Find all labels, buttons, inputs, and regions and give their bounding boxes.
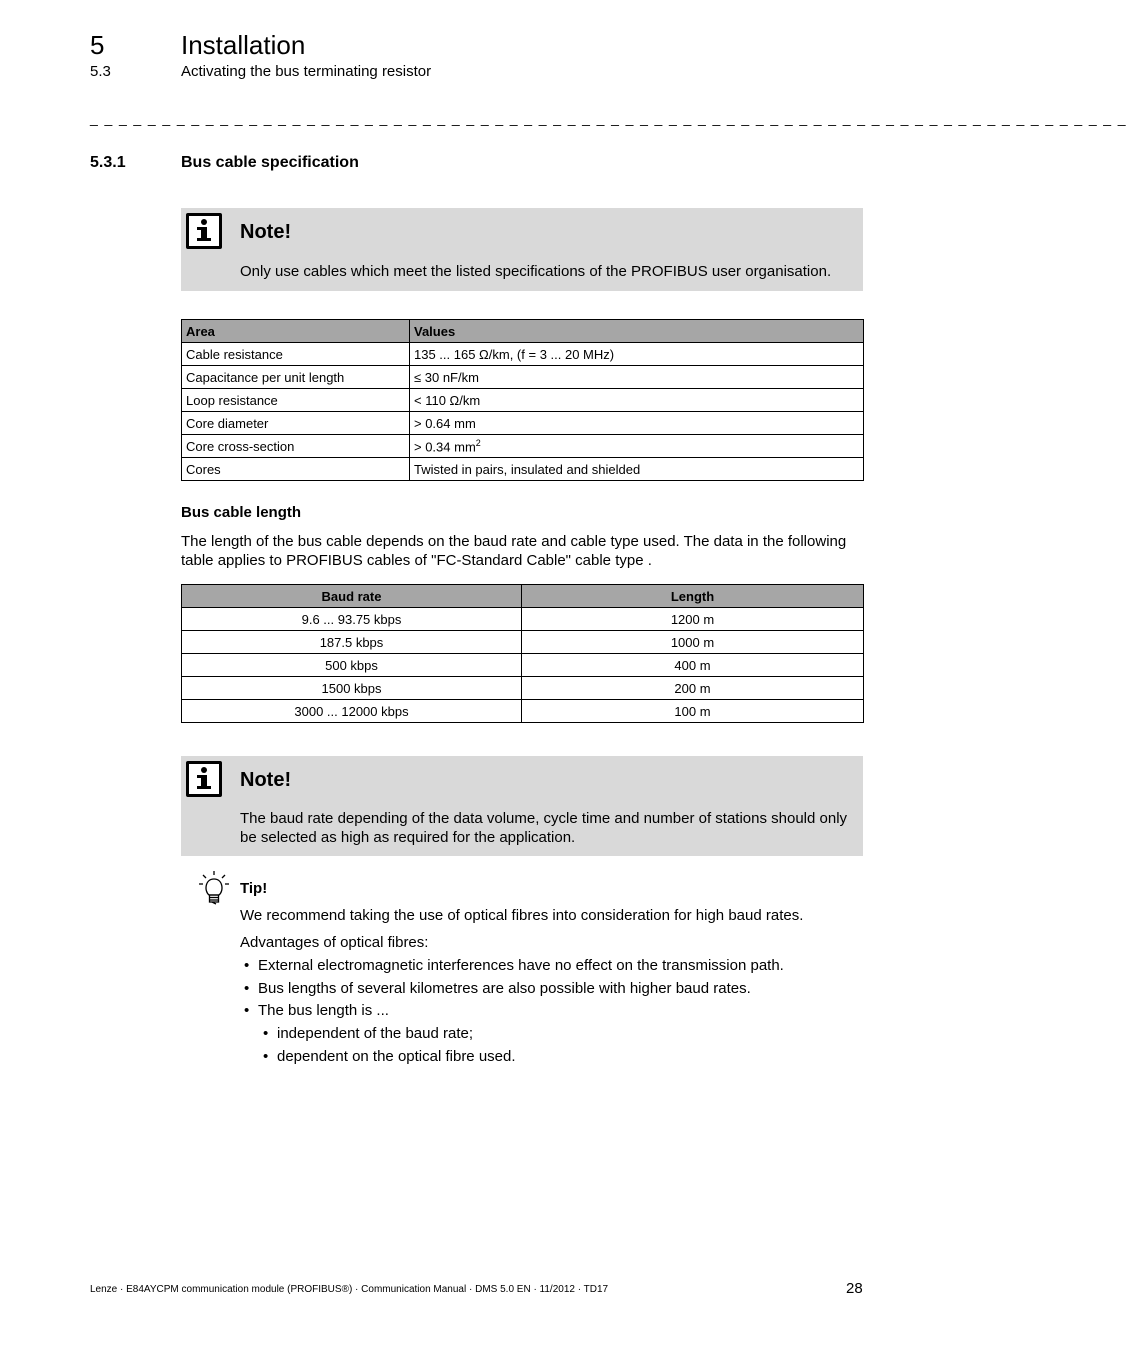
list-item: • External electromagnetic interferences have no effect on the transmission path. [244, 957, 784, 974]
bus-length-paragraph: The length of the bus cable depends on the baud rate and cable type used. The data in the following table applies to PROFIBUS cables of "FC-Standard Cable" cable type . [181, 533, 847, 569]
advantages-list [244, 956, 784, 1024]
section-number: 5.3 [90, 63, 111, 80]
table-row [182, 458, 864, 481]
table-cell: ≤ 30 nF/km [410, 366, 864, 389]
table-cell: 200 m [522, 677, 864, 700]
page-number: 28 [846, 1280, 863, 1297]
table-header-row [182, 585, 864, 608]
table-cell: Cable resistance [182, 343, 410, 366]
bus-length-heading: Bus cable length [181, 504, 302, 521]
table-cell: Core cross-section [182, 435, 410, 458]
note-box [181, 756, 863, 856]
column-header: Baud rate [182, 585, 522, 608]
bus-length-sublist [263, 1024, 516, 1069]
table-cell: 187.5 kbps [182, 631, 522, 654]
cable-spec-table [181, 319, 864, 481]
list-item: • dependent on the optical fibre used. [263, 1047, 516, 1065]
table-row [182, 343, 864, 366]
table-row [182, 366, 864, 389]
baud-length-table [181, 584, 864, 723]
column-header: Length [522, 585, 864, 608]
info-icon [186, 213, 222, 249]
table-cell: 135 ... 165 Ω/km, (f = 3 ... 20 MHz) [410, 343, 864, 366]
table-row [182, 608, 864, 631]
table-cell: Capacitance per unit length [182, 366, 410, 389]
table-row [182, 654, 864, 677]
header-separator: _ _ _ _ _ _ _ _ _ _ _ _ _ _ _ _ _ _ _ _ _ _ _ _ _ _ _ _ _ _ _ _ _ _ _ _ _ _ _ _ _ _ _ _ _ _ _ _ _ _ _ _ _ _ _ _ _ _ _ _ _ _ _ _ _ _ _ _ _ _ _ _ [90, 110, 1127, 126]
footer-text: Lenze · E84AYCPM communication module (PROFIBUS®) · Communication Manual · DMS 5.0 EN · 11/2012 · TD17 [90, 1284, 609, 1295]
cell-value: > 0.34 mm [414, 439, 476, 455]
lightbulb-icon [197, 870, 231, 906]
table-cell: 1200 m [522, 608, 864, 631]
note-title: Note! [240, 221, 292, 243]
advantages-label: Advantages of optical fibres: [240, 934, 429, 951]
table-cell: Cores [182, 458, 410, 481]
list-item-text: External electromagnetic interferences have no effect on the transmission path. [258, 957, 784, 974]
table-cell: < 110 Ω/km [410, 389, 864, 412]
table-row [182, 435, 864, 458]
note-text: The baud rate depending of the data volume, cycle time and number of stations should only be selected as high as required for the application. [240, 810, 848, 846]
list-item-text: dependent on the optical fibre used. [277, 1047, 516, 1065]
subsection-number: 5.3.1 [90, 154, 126, 171]
column-header: Area [182, 320, 410, 343]
table-cell: 9.6 ... 93.75 kbps [182, 608, 522, 631]
column-header: Values [410, 320, 864, 343]
note-text: Only use cables which meet the listed specifications of the PROFIBUS user organisation. [240, 263, 832, 280]
subsection-title: Bus cable specification [181, 154, 359, 171]
list-item: • independent of the baud rate; [263, 1025, 473, 1042]
table-cell: > 0.64 mm [410, 412, 864, 435]
table-cell [410, 435, 864, 458]
table-cell: 1000 m [522, 631, 864, 654]
section-title: Activating the bus terminating resistor [181, 63, 432, 80]
chapter-number: 5 [90, 30, 105, 60]
table-header-row [182, 320, 864, 343]
table-row [182, 677, 864, 700]
table-cell: 100 m [522, 700, 864, 723]
table-cell: Loop resistance [182, 389, 410, 412]
list-item: • The bus length is ... [244, 1002, 389, 1019]
list-item: • Bus lengths of several kilometres are also possible with higher baud rates. [244, 979, 751, 997]
tip-title: Tip! [240, 880, 268, 897]
list-item-text: The bus length is ... [258, 1002, 389, 1019]
table-cell: 1500 kbps [182, 677, 522, 700]
list-item-text: Bus lengths of several kilometres are also possible with higher baud rates. [258, 979, 751, 997]
table-cell: Twisted in pairs, insulated and shielded [410, 458, 864, 481]
table-row [182, 389, 864, 412]
table-cell: Core diameter [182, 412, 410, 435]
superscript: 2 [475, 437, 481, 448]
table-row [182, 631, 864, 654]
tip-text: We recommend taking the use of optical fibres into consideration for high baud rates. [240, 907, 804, 924]
note-box [181, 208, 863, 291]
table-row [182, 700, 864, 723]
table-cell: 3000 ... 12000 kbps [182, 700, 522, 723]
table-row [182, 412, 864, 435]
table-cell: 400 m [522, 654, 864, 677]
table-cell: 500 kbps [182, 654, 522, 677]
note-title: Note! [240, 769, 292, 791]
info-icon [186, 761, 222, 797]
list-item-text: independent of the baud rate; [277, 1025, 473, 1042]
chapter-title: Installation [181, 30, 306, 60]
